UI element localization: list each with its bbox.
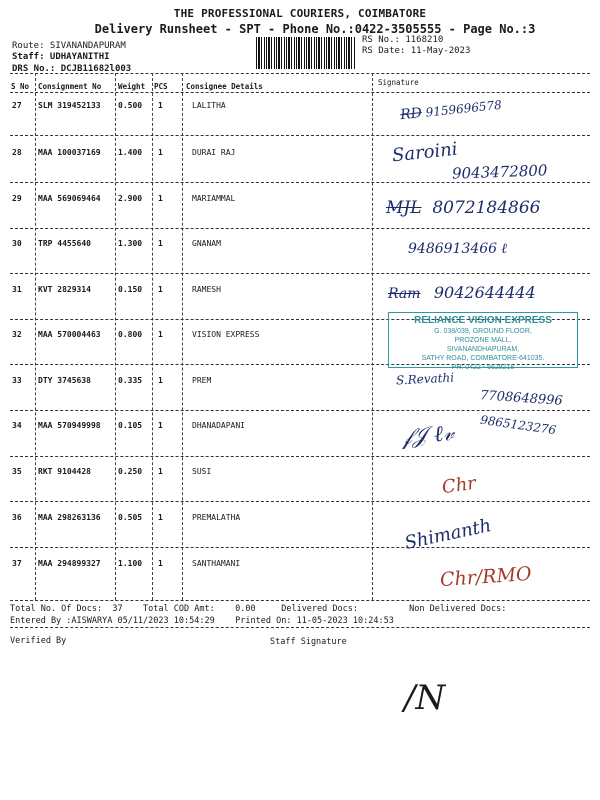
divider [10, 92, 590, 93]
row-consignment: TRP 4455640 [38, 239, 91, 248]
divider [10, 135, 590, 136]
signature-row-34-number: 9865123276 [479, 412, 557, 438]
route-label: Route: SIVANANDAPURAM [12, 41, 126, 51]
row-sno: 32 [12, 330, 22, 339]
barcode-image [256, 37, 356, 69]
row-consignment: MAA 570949998 [38, 421, 101, 430]
row-weight: 0.250 [118, 467, 143, 476]
row-pcs: 1 [158, 194, 163, 203]
row-pcs: 1 [158, 513, 163, 522]
signature-row-37: Chr/RMO [439, 562, 533, 592]
row-weight: 2.900 [118, 194, 143, 203]
staff-signature: /N [404, 678, 446, 718]
column-header-consignee: Consignee Details [186, 82, 263, 91]
signature-row-33-number: 7708648996 [479, 388, 564, 409]
divider [10, 456, 590, 457]
divider [10, 182, 590, 183]
row-weight: 0.500 [118, 101, 143, 110]
row-pcs: 1 [158, 330, 163, 339]
signature-row-35: Chr [440, 472, 478, 499]
divider [10, 627, 590, 628]
row-weight: 0.150 [118, 285, 143, 294]
divider [10, 600, 590, 601]
column-header-signature: Signature [378, 78, 419, 87]
row-pcs: 1 [158, 467, 163, 476]
row-pcs: 1 [158, 148, 163, 157]
staff-signature-label: Staff Signature [270, 637, 347, 647]
row-consignee: PREMALATHA [192, 513, 241, 522]
row-consignment: MAA 100037169 [38, 148, 101, 157]
totals-line: Total No. Of Docs: 37 Total COD Amt: 0.00 Delivered Docs: Non Delivered Docs: [10, 604, 507, 614]
row-consignee: GNANAM [192, 239, 221, 248]
signature-row-36: Shimanth [402, 515, 494, 554]
row-weight: 0.105 [118, 421, 143, 430]
row-sno: 27 [12, 101, 22, 110]
signature-row-27: RD 9159696578 [399, 97, 503, 124]
row-consignment: MAA 294899327 [38, 559, 101, 568]
signature-row-34: 𝒻𝒥 ℓ𝓋 [401, 420, 456, 451]
row-consignment: MAA 569069464 [38, 194, 101, 203]
row-consignee: RAMESH [192, 285, 221, 294]
signature-row-28-number: 9043472800 [451, 161, 548, 183]
divider [35, 73, 36, 600]
row-sno: 35 [12, 467, 22, 476]
entered-by-line: Entered By :AISWARYA 05/11/2023 10:54:29 Printed On: 11-05-2023 10:24:53 [10, 616, 394, 626]
company-stamp: RELIANCE VISION EXPRESS G. 038/039, GROUND FLOOR, PROZONE MALL, SIVANANDHAPURAM, SATHY ROAD, COIMBATORE-641035. PH: 0422 - 6628218 [388, 312, 578, 368]
row-consignee: SANTHAMANI [192, 559, 241, 568]
column-header-weight: Weight [118, 82, 146, 91]
divider [182, 73, 183, 600]
divider [10, 228, 590, 229]
row-weight: 0.335 [118, 376, 143, 385]
divider [10, 73, 590, 74]
column-header-sno: S No [11, 82, 30, 91]
row-consignee: DHANADAPANI [192, 421, 245, 430]
row-consignee: VISION EXPRESS [192, 330, 260, 339]
row-weight: 1.300 [118, 239, 143, 248]
row-sno: 37 [12, 559, 22, 568]
row-pcs: 1 [158, 421, 163, 430]
divider [152, 73, 153, 600]
row-pcs: 1 [158, 376, 163, 385]
column-header-consignment: Consignment No [38, 82, 102, 91]
row-pcs: 1 [158, 101, 163, 110]
row-sno: 30 [12, 239, 22, 248]
row-consignment: MAA 570004463 [38, 330, 101, 339]
rs-date: RS Date: 11-May-2023 [362, 46, 471, 56]
staff-label: Staff: UDHAYANITHI [12, 52, 110, 62]
company-title: THE PROFESSIONAL COURIERS, COIMBATORE [173, 7, 427, 20]
row-consignee: PREM [192, 376, 212, 385]
signature-row-28-name: Saroini [391, 138, 459, 167]
divider [10, 547, 590, 548]
row-sno: 34 [12, 421, 22, 430]
row-weight: 0.800 [118, 330, 143, 339]
signature-row-33-name: S.Revathi [395, 370, 455, 388]
row-pcs: 1 [158, 559, 163, 568]
row-sno: 28 [12, 148, 22, 157]
drs-number: DRS No.: DCJB11682l003 [12, 64, 132, 74]
signature-row-30: 9486913466 ℓ [408, 241, 508, 257]
row-sno: 33 [12, 376, 22, 385]
row-consignment: DTY 3745638 [38, 376, 91, 385]
row-consignee: DURAI RAJ [192, 148, 236, 157]
row-sno: 29 [12, 194, 22, 203]
rs-number: RS No.: 1168210 [362, 35, 444, 45]
row-sno: 36 [12, 513, 22, 522]
row-pcs: 1 [158, 239, 163, 248]
divider [10, 273, 590, 274]
row-consignee: MARIAMMAL [192, 194, 236, 203]
row-consignment: MAA 298263136 [38, 513, 101, 522]
row-weight: 0.505 [118, 513, 143, 522]
divider [372, 73, 373, 600]
row-consignment: KVT 2829314 [38, 285, 91, 294]
verified-by-label: Verified By [10, 636, 67, 646]
row-consignee: SUSI [192, 467, 212, 476]
divider [115, 73, 116, 600]
row-weight: 1.400 [118, 148, 143, 157]
row-pcs: 1 [158, 285, 163, 294]
divider [10, 410, 590, 411]
column-header-pcs: PCS [154, 82, 168, 91]
row-sno: 31 [12, 285, 22, 294]
row-weight: 1.100 [118, 559, 143, 568]
row-consignment: SLM 319452133 [38, 101, 101, 110]
row-consignment: RKT 9104428 [38, 467, 91, 476]
row-consignee: LALITHA [192, 101, 226, 110]
divider [10, 501, 590, 502]
signature-row-31: Ram 9042644444 [388, 283, 536, 302]
runsheet-subtitle: Delivery Runsheet - SPT - Phone No.:0422-3505555 - Page No.:3 [94, 22, 536, 36]
signature-row-29: MJL 8072184866 [386, 198, 541, 218]
